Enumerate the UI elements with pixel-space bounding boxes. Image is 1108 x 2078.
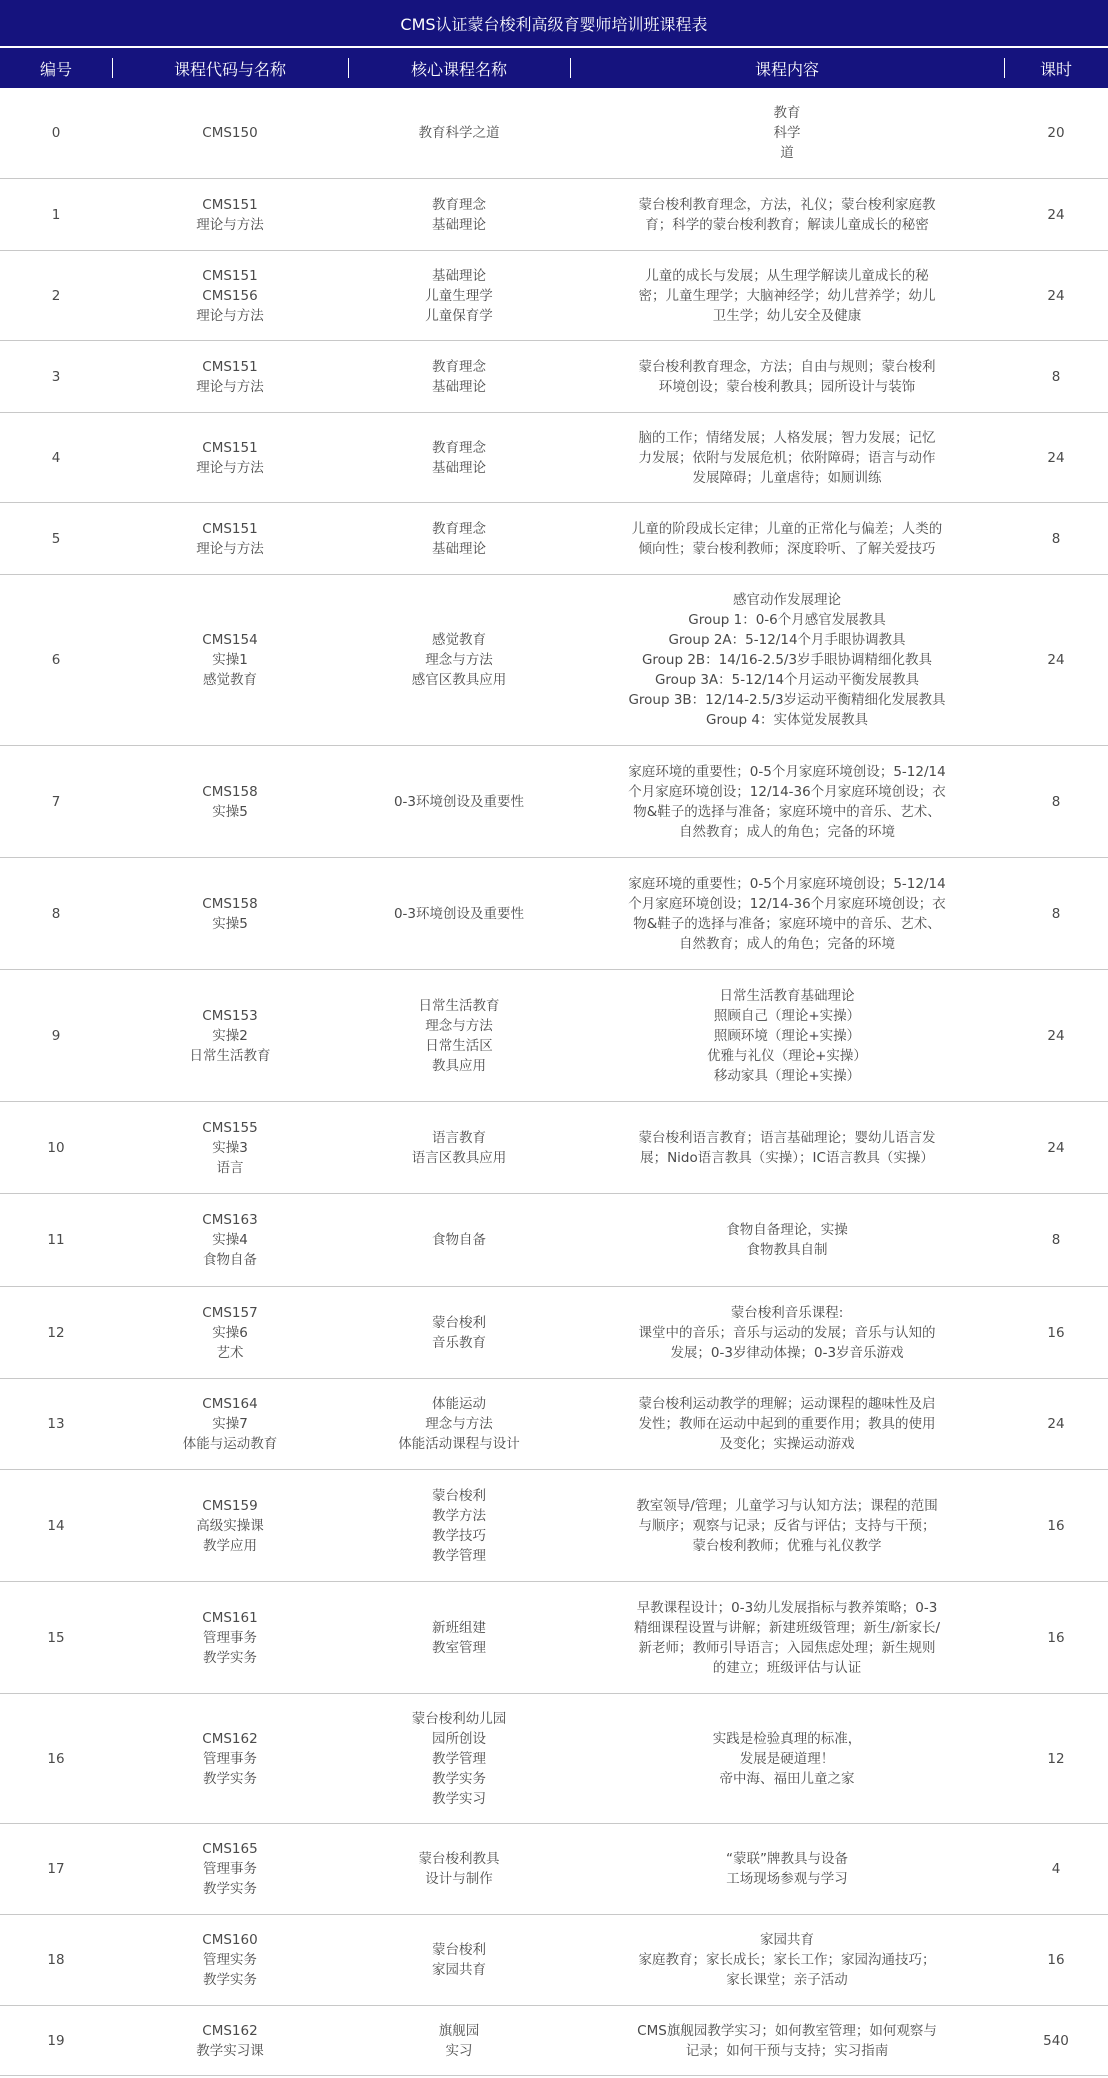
course-hours: 20 [1047, 125, 1065, 141]
core-course-cell-line: 日常生活教育 [418, 997, 500, 1014]
course-content-cell-line: 个月家庭环境创设；12/14-36个月家庭环境创设；衣 [628, 895, 946, 912]
table-row [0, 1102, 1108, 1194]
table-row [0, 575, 1108, 746]
header-hours: 课时 [1004, 48, 1108, 88]
row-number: 11 [47, 1232, 65, 1248]
course-code-cell [112, 1915, 348, 2005]
course-content-cell-line: 家庭环境的重要性；0-5个月家庭环境创设；5-12/14 [628, 763, 946, 780]
course-code-cell [112, 179, 348, 250]
course-code-cell-line: CMS153 [202, 1007, 258, 1024]
course-code-cell-line: 教学实务 [203, 1881, 257, 1897]
course-code-cell-line: CMS156 [202, 287, 258, 304]
course-code-cell-line: 实操6 [212, 1324, 248, 1341]
core-course-cell-line: 儿童保育学 [425, 307, 493, 324]
row-number: 2 [51, 287, 61, 304]
course-code-cell [112, 1582, 348, 1693]
core-course-cell-line: 语言区教具应用 [411, 1149, 507, 1166]
row-number: 15 [47, 1629, 65, 1646]
row-number: 9 [51, 1027, 61, 1044]
course-code-cell-line: CMS151 [202, 358, 258, 375]
course-content-cell-line: 记录；如何干预与支持；实习指南 [685, 2042, 889, 2059]
course-code-cell-line: 实操5 [212, 915, 248, 932]
course-hours: 24 [1047, 1027, 1065, 1044]
course-code-cell-line: 管理事务 [203, 1629, 257, 1646]
course-content-cell-line: 发展；0-3岁律动体操；0-3岁音乐游戏 [670, 1344, 904, 1361]
table-row [0, 1582, 1108, 1694]
course-code-cell-line: 教学实习课 [196, 2042, 264, 2059]
course-hours: 24 [1047, 1139, 1065, 1156]
course-content-cell-line: 教室领导/管理；儿童学习与认知方法；课程的范围 [636, 1497, 938, 1514]
course-hours: 12 [1047, 1750, 1065, 1767]
core-course-cell-line: 体能运动 [432, 1396, 486, 1412]
course-content-cell-line: 工场现场参观与学习 [726, 1871, 848, 1887]
core-course-cell-line: 教学管理 [432, 1750, 486, 1767]
course-table-body [0, 88, 1108, 2076]
course-content-cell-line: 展；Nido语言教具（实操）；IC语言教具（实操） [640, 1149, 934, 1166]
table-row [0, 88, 1108, 179]
course-content-cell [570, 1582, 1004, 1693]
course-content-cell-line: 教育 [773, 105, 801, 121]
course-content-cell-line: CMS旗舰园教学实习；如何教室管理；如何观察与 [637, 2022, 937, 2039]
course-content-cell [570, 88, 1004, 178]
course-content-cell-line: Group 2B：14/16-2.5/3岁手眼协调精细化教具 [641, 652, 933, 668]
core-course-cell-line: 基础理论 [432, 267, 486, 284]
course-code-cell-line: 教学实务 [203, 1972, 257, 1988]
header-course-code: 课程代码与名称 [112, 48, 348, 88]
core-course-cell [348, 1582, 570, 1693]
core-course-cell [348, 1287, 570, 1378]
course-content-cell [570, 858, 1004, 969]
course-hours: 16 [1047, 1517, 1065, 1534]
core-course-cell-line: 基础理论 [432, 216, 486, 233]
course-hours: 8 [1051, 905, 1061, 922]
course-content-cell-line: 倾向性；蒙台梭利教师；深度聆听、了解关爱技巧 [638, 540, 936, 557]
course-code-cell-line: CMS151 [202, 196, 258, 213]
course-code-cell-line: CMS162 [202, 2022, 258, 2039]
core-course-cell-line: 教室管理 [432, 1639, 486, 1656]
course-code-cell [112, 1287, 348, 1378]
table-row [0, 413, 1108, 503]
course-content-cell-line: 儿童的成长与发展；从生理学解读儿童成长的秘 [645, 267, 929, 284]
course-content-cell-line: 食物教具自制 [746, 1242, 828, 1258]
course-code-cell-line: CMS158 [202, 895, 258, 912]
core-course-cell-line: 教学实习 [432, 1790, 486, 1807]
course-content-cell-line: 日常生活教育基础理论 [719, 987, 855, 1004]
course-content-cell-line: 物&鞋子的选择与准备；家庭环境中的音乐、艺术、 [633, 915, 941, 932]
core-course-cell [348, 1379, 570, 1469]
table-row [0, 970, 1108, 1102]
row-number: 8 [51, 905, 61, 922]
course-code-cell [112, 2006, 348, 2075]
course-code-cell [112, 1379, 348, 1469]
core-course-cell [348, 179, 570, 250]
course-content-cell-line: 家庭环境的重要性；0-5个月家庭环境创设；5-12/14 [628, 875, 946, 892]
core-course-cell-line: 教学方法 [432, 1507, 486, 1524]
course-content-cell-line: 蒙台梭利教师；优雅与礼仪教学 [692, 1537, 882, 1554]
course-code-cell-line: CMS159 [202, 1497, 258, 1514]
course-content-cell [570, 251, 1004, 340]
schedule-title-bar [0, 0, 1108, 46]
course-code-cell [112, 251, 348, 340]
course-content-cell-line: 早教课程设计；0-3幼儿发展指标与教养策略；0-3 [636, 1599, 938, 1616]
course-code-cell-line: 教学实务 [203, 1770, 257, 1787]
course-code-cell-line: 理论与方法 [196, 216, 264, 233]
course-content-cell [570, 341, 1004, 412]
course-content-cell-line: 力发展；依附与发展危机；依附障碍；语言与动作 [638, 449, 936, 466]
row-number: 18 [47, 1952, 65, 1968]
core-course-cell-line: 蒙台梭利 [432, 1942, 486, 1958]
course-content-cell-line: 帝中海、福田儿童之家 [719, 1770, 855, 1787]
course-content-cell-line: 照顾自己（理论+实操） [713, 1007, 861, 1024]
core-course-cell-line: 基础理论 [432, 459, 486, 476]
row-number: 6 [51, 652, 61, 668]
course-code-cell-line: CMS151 [202, 267, 258, 284]
course-code-cell-line: 实操4 [212, 1232, 248, 1248]
course-content-cell-line: 及变化；实操运动游戏 [719, 1436, 855, 1452]
core-course-cell [348, 341, 570, 412]
course-code-cell-line: 理论与方法 [196, 307, 264, 324]
course-content-cell-line: 与顺序；观察与记录；反省与评估；支持与干预； [638, 1517, 936, 1534]
course-content-cell [570, 503, 1004, 574]
core-course-cell-line: 0-3环境创设及重要性 [393, 905, 525, 922]
course-code-cell [112, 575, 348, 745]
course-code-cell-line: CMS163 [202, 1212, 258, 1228]
core-course-cell-line: 理念与方法 [425, 1017, 493, 1034]
course-content-cell-line: 蒙台梭利教育理念，方法；自由与规则；蒙台梭利 [638, 358, 936, 375]
course-content-cell-line: 卫生学；幼儿安全及健康 [712, 307, 862, 324]
row-number: 3 [51, 368, 61, 385]
course-content-cell [570, 970, 1004, 1101]
course-hours: 16 [1047, 1629, 1065, 1646]
table-row [0, 1915, 1108, 2006]
course-code-cell-line: 管理事务 [203, 1861, 257, 1877]
core-course-cell-line: 教育理念 [432, 520, 486, 537]
core-course-cell-line: 设计与制作 [425, 1871, 493, 1887]
core-course-cell-line: 基础理论 [432, 378, 486, 395]
core-course-cell-line: 旗舰园 [438, 2022, 480, 2039]
course-code-cell [112, 858, 348, 969]
course-content-cell-line: 新老师；教师引导语言；入园焦虑处理；新生规则 [638, 1639, 936, 1656]
core-course-cell [348, 746, 570, 857]
core-course-cell-line: 0-3环境创设及重要性 [393, 793, 525, 810]
course-code-cell-line: 理论与方法 [196, 378, 264, 395]
course-code-cell-line: 实操7 [212, 1416, 248, 1432]
table-row [0, 746, 1108, 858]
row-number: 13 [47, 1416, 65, 1432]
course-content-cell-line: “蒙联”牌教具与设备 [726, 1851, 848, 1867]
core-course-cell-line: 蒙台梭利幼儿园 [411, 1710, 507, 1727]
course-code-cell-line: 管理事务 [203, 1750, 257, 1767]
core-course-cell-line: 蒙台梭利 [432, 1487, 486, 1504]
course-code-cell [112, 503, 348, 574]
course-content-cell-line: 密；儿童生理学；大脑神经学；幼儿营养学；幼儿 [638, 287, 936, 304]
course-code-cell-line: CMS162 [202, 1730, 258, 1747]
course-code-cell-line: CMS154 [202, 632, 258, 648]
table-row [0, 858, 1108, 970]
course-content-cell [570, 413, 1004, 502]
course-code-cell [112, 1470, 348, 1581]
course-code-cell [112, 970, 348, 1101]
core-course-cell-line: 教育科学之道 [418, 125, 500, 141]
course-content-cell-line: 个月家庭环境创设；12/14-36个月家庭环境创设；衣 [628, 783, 946, 800]
core-course-cell-line: 儿童生理学 [425, 287, 493, 304]
course-hours: 8 [1051, 530, 1061, 547]
course-content-cell [570, 2006, 1004, 2075]
table-row [0, 251, 1108, 341]
core-course-cell-line: 教育理念 [432, 196, 486, 213]
table-row [0, 179, 1108, 251]
table-row [0, 1694, 1108, 1824]
header-content: 课程内容 [570, 48, 1004, 88]
course-content-cell-line: 脑的工作；情绪发展；人格发展；智力发展；记忆 [638, 429, 936, 446]
core-course-cell [348, 858, 570, 969]
course-hours: 24 [1047, 287, 1065, 304]
course-code-cell-line: 语言 [216, 1159, 244, 1176]
course-content-cell-line: 蒙台梭利教育理念，方法，礼仪；蒙台梭利家庭教 [638, 196, 936, 213]
schedule-title: CMS认证蒙台梭利高级育婴师培训班课程表 [400, 14, 708, 34]
course-hours: 540 [1043, 2032, 1069, 2049]
core-course-cell-line: 理念与方法 [425, 652, 493, 668]
core-course-cell [348, 1194, 570, 1286]
course-hours: 8 [1051, 1232, 1061, 1248]
row-number: 17 [47, 1861, 65, 1877]
course-content-cell-line: Group 3A：5-12/14个月运动平衡发展教具 [654, 672, 920, 688]
course-code-cell-line: 食物自备 [203, 1252, 257, 1268]
course-hours: 4 [1051, 1861, 1061, 1877]
course-content-cell [570, 575, 1004, 745]
course-code-cell-line: 实操3 [212, 1139, 248, 1156]
table-row [0, 1287, 1108, 1379]
course-content-cell-line: 家长课堂；亲子活动 [726, 1972, 848, 1988]
core-course-cell-line: 教育理念 [432, 439, 486, 456]
course-content-cell-line: 课堂中的音乐；音乐与运动的发展；音乐与认知的 [638, 1324, 936, 1341]
core-course-cell-line: 感觉教育 [432, 632, 486, 648]
course-content-cell [570, 1379, 1004, 1469]
course-content-cell [570, 1194, 1004, 1286]
row-number: 7 [51, 793, 61, 810]
course-hours: 8 [1051, 793, 1061, 810]
core-course-cell-line: 音乐教育 [432, 1334, 486, 1351]
table-row [0, 1824, 1108, 1915]
course-content-cell-line: 精细课程设置与讲解；新建班级管理；新生/新家长/ [633, 1619, 941, 1636]
table-row [0, 341, 1108, 413]
course-content-cell-line: 食物自备理论，实操 [726, 1222, 848, 1238]
core-course-cell-line: 理念与方法 [425, 1416, 493, 1432]
course-content-cell-line: 发展障碍；儿童虐待；如厕训练 [692, 469, 882, 486]
core-course-cell-line: 语言教育 [432, 1129, 486, 1146]
core-course-cell [348, 1824, 570, 1914]
course-code-cell-line: 理论与方法 [196, 540, 264, 557]
row-number: 19 [47, 2032, 65, 2049]
course-hours: 16 [1047, 1324, 1065, 1341]
core-course-cell-line: 教育理念 [432, 358, 486, 375]
course-content-cell-line: 蒙台梭利音乐课程: [730, 1304, 844, 1321]
course-code-cell-line: CMS155 [202, 1119, 258, 1136]
course-content-cell-line: 感官动作发展理论 [733, 592, 841, 608]
course-code-cell-line: 理论与方法 [196, 459, 264, 476]
row-number: 14 [47, 1517, 65, 1534]
core-course-cell [348, 1694, 570, 1823]
course-content-cell [570, 1694, 1004, 1823]
core-course-cell-line: 实习 [445, 2042, 473, 2059]
core-course-cell-line: 食物自备 [432, 1232, 486, 1248]
table-row [0, 1470, 1108, 1582]
course-hours: 24 [1047, 449, 1065, 466]
table-row [0, 1379, 1108, 1470]
course-code-cell [112, 746, 348, 857]
core-course-cell-line: 教学管理 [432, 1547, 486, 1564]
course-content-cell-line: 环境创设；蒙台梭利教具；园所设计与装饰 [658, 378, 916, 395]
row-number: 10 [47, 1139, 65, 1156]
course-content-cell-line: 家庭教育；家长成长；家长工作；家园沟通技巧； [638, 1952, 936, 1968]
course-code-cell [112, 1824, 348, 1914]
course-code-cell-line: CMS157 [202, 1304, 258, 1321]
row-number: 1 [51, 206, 61, 223]
course-code-cell-line: 管理实务 [203, 1952, 257, 1968]
course-content-cell [570, 1824, 1004, 1914]
course-content-cell-line: 移动家具（理论+实操） [713, 1067, 861, 1084]
course-code-cell-line: 实操5 [212, 803, 248, 820]
course-content-cell [570, 746, 1004, 857]
core-course-cell-line: 园所创设 [432, 1730, 486, 1747]
course-hours: 24 [1047, 206, 1065, 223]
row-number: 4 [51, 449, 61, 466]
course-content-cell-line: 发性；教师在运动中起到的重要作用；教具的使用 [638, 1416, 936, 1432]
course-content-cell-line: 优雅与礼仪（理论+实操） [707, 1047, 867, 1064]
course-hours: 8 [1051, 368, 1061, 385]
course-content-cell [570, 179, 1004, 250]
course-code-cell-line: 教学应用 [203, 1537, 257, 1554]
course-content-cell-line: 道 [780, 145, 794, 161]
core-course-cell-line: 体能活动课程与设计 [398, 1436, 520, 1452]
core-course-cell [348, 970, 570, 1101]
course-content-cell-line: 实践是检验真理的标准， [712, 1730, 862, 1747]
core-course-cell [348, 413, 570, 502]
core-course-cell-line: 新班组建 [432, 1619, 486, 1636]
course-code-cell [112, 413, 348, 502]
course-code-cell-line: 感觉教育 [203, 672, 257, 688]
course-content-cell-line: 育；科学的蒙台梭利教育；解读儿童成长的秘密 [645, 216, 929, 233]
course-hours: 24 [1047, 1416, 1065, 1432]
course-code-cell-line: 体能与运动教育 [182, 1436, 278, 1452]
course-code-cell-line: CMS151 [202, 520, 258, 537]
course-content-cell-line: 蒙台梭利语言教育；语言基础理论；婴幼儿语言发 [638, 1129, 936, 1146]
row-number: 5 [51, 530, 61, 547]
course-code-cell-line: CMS158 [202, 783, 258, 800]
core-course-cell [348, 251, 570, 340]
course-code-cell [112, 88, 348, 178]
course-content-cell-line: 照顾环境（理论+实操） [713, 1027, 861, 1044]
core-course-cell [348, 575, 570, 745]
course-content-cell-line: Group 4：实体觉发展教具 [706, 712, 868, 728]
course-code-cell-line: 实操1 [212, 652, 248, 668]
core-course-cell [348, 2006, 570, 2075]
course-content-cell [570, 1287, 1004, 1378]
course-content-cell-line: 蒙台梭利运动教学的理解；运动课程的趣味性及启 [638, 1396, 936, 1412]
row-number: 12 [47, 1324, 65, 1341]
course-code-cell-line: CMS151 [202, 439, 258, 456]
core-course-cell-line: 日常生活区 [425, 1037, 493, 1054]
core-course-cell [348, 1915, 570, 2005]
course-code-cell-line: 高级实操课 [196, 1517, 264, 1534]
course-code-cell-line: CMS161 [202, 1609, 258, 1626]
core-course-cell-line: 教具应用 [432, 1057, 486, 1074]
core-course-cell [348, 1102, 570, 1193]
row-number: 16 [47, 1750, 65, 1767]
course-code-cell [112, 1194, 348, 1286]
course-code-cell-line: 教学实务 [203, 1649, 257, 1666]
course-content-cell-line: 家园共育 [760, 1932, 814, 1948]
course-code-cell-line: 艺术 [216, 1344, 244, 1361]
core-course-cell [348, 88, 570, 178]
course-content-cell [570, 1470, 1004, 1581]
course-code-cell-line: CMS160 [202, 1932, 258, 1948]
course-hours: 24 [1047, 652, 1065, 668]
course-content-cell-line: 自然教育；成人的角色；完备的环境 [679, 823, 895, 840]
core-course-cell-line: 家园共育 [432, 1962, 486, 1978]
core-course-cell-line: 感官区教具应用 [411, 672, 507, 688]
table-row [0, 1194, 1108, 1287]
row-number: 0 [51, 125, 61, 141]
course-code-cell-line: CMS150 [202, 125, 258, 141]
course-content-cell-line: 的建立；班级评估与认证 [712, 1659, 862, 1676]
core-course-cell-line: 蒙台梭利 [432, 1314, 486, 1331]
table-header-row [0, 48, 1108, 88]
table-row [0, 503, 1108, 575]
course-code-cell-line: CMS165 [202, 1841, 258, 1857]
course-content-cell-line: 科学 [773, 125, 801, 141]
header-core-course: 核心课程名称 [348, 48, 570, 88]
core-course-cell-line: 教学实务 [432, 1770, 486, 1787]
course-code-cell [112, 1102, 348, 1193]
course-content-cell [570, 1102, 1004, 1193]
course-content-cell-line: 发展是硬道理！ [739, 1750, 835, 1767]
course-content-cell-line: Group 2A：5-12/14个月手眼协调教具 [668, 632, 906, 648]
course-content-cell-line: 自然教育；成人的角色；完备的环境 [679, 935, 895, 952]
course-content-cell-line: 物&鞋子的选择与准备；家庭环境中的音乐、艺术、 [633, 803, 941, 820]
course-content-cell-line: 儿童的阶段成长定律；儿童的正常化与偏差；人类的 [631, 520, 943, 537]
core-course-cell [348, 1470, 570, 1581]
course-code-cell-line: 日常生活教育 [189, 1047, 271, 1064]
course-hours: 16 [1047, 1952, 1065, 1968]
course-content-cell-line: Group 1：0-6个月感官发展教具 [688, 612, 886, 628]
course-content-cell-line: Group 3B：12/14-2.5/3岁运动平衡精细化发展教具 [628, 692, 946, 708]
core-course-cell-line: 教学技巧 [432, 1527, 486, 1544]
course-code-cell-line: CMS164 [202, 1396, 258, 1412]
header-number: 编号 [39, 59, 72, 79]
course-code-cell [112, 341, 348, 412]
course-code-cell [112, 1694, 348, 1823]
course-content-cell [570, 1915, 1004, 2005]
core-course-cell-line: 基础理论 [432, 540, 486, 557]
table-row [0, 2006, 1108, 2076]
core-course-cell [348, 503, 570, 574]
core-course-cell-line: 蒙台梭利教具 [418, 1851, 500, 1867]
course-code-cell-line: 实操2 [212, 1027, 248, 1044]
